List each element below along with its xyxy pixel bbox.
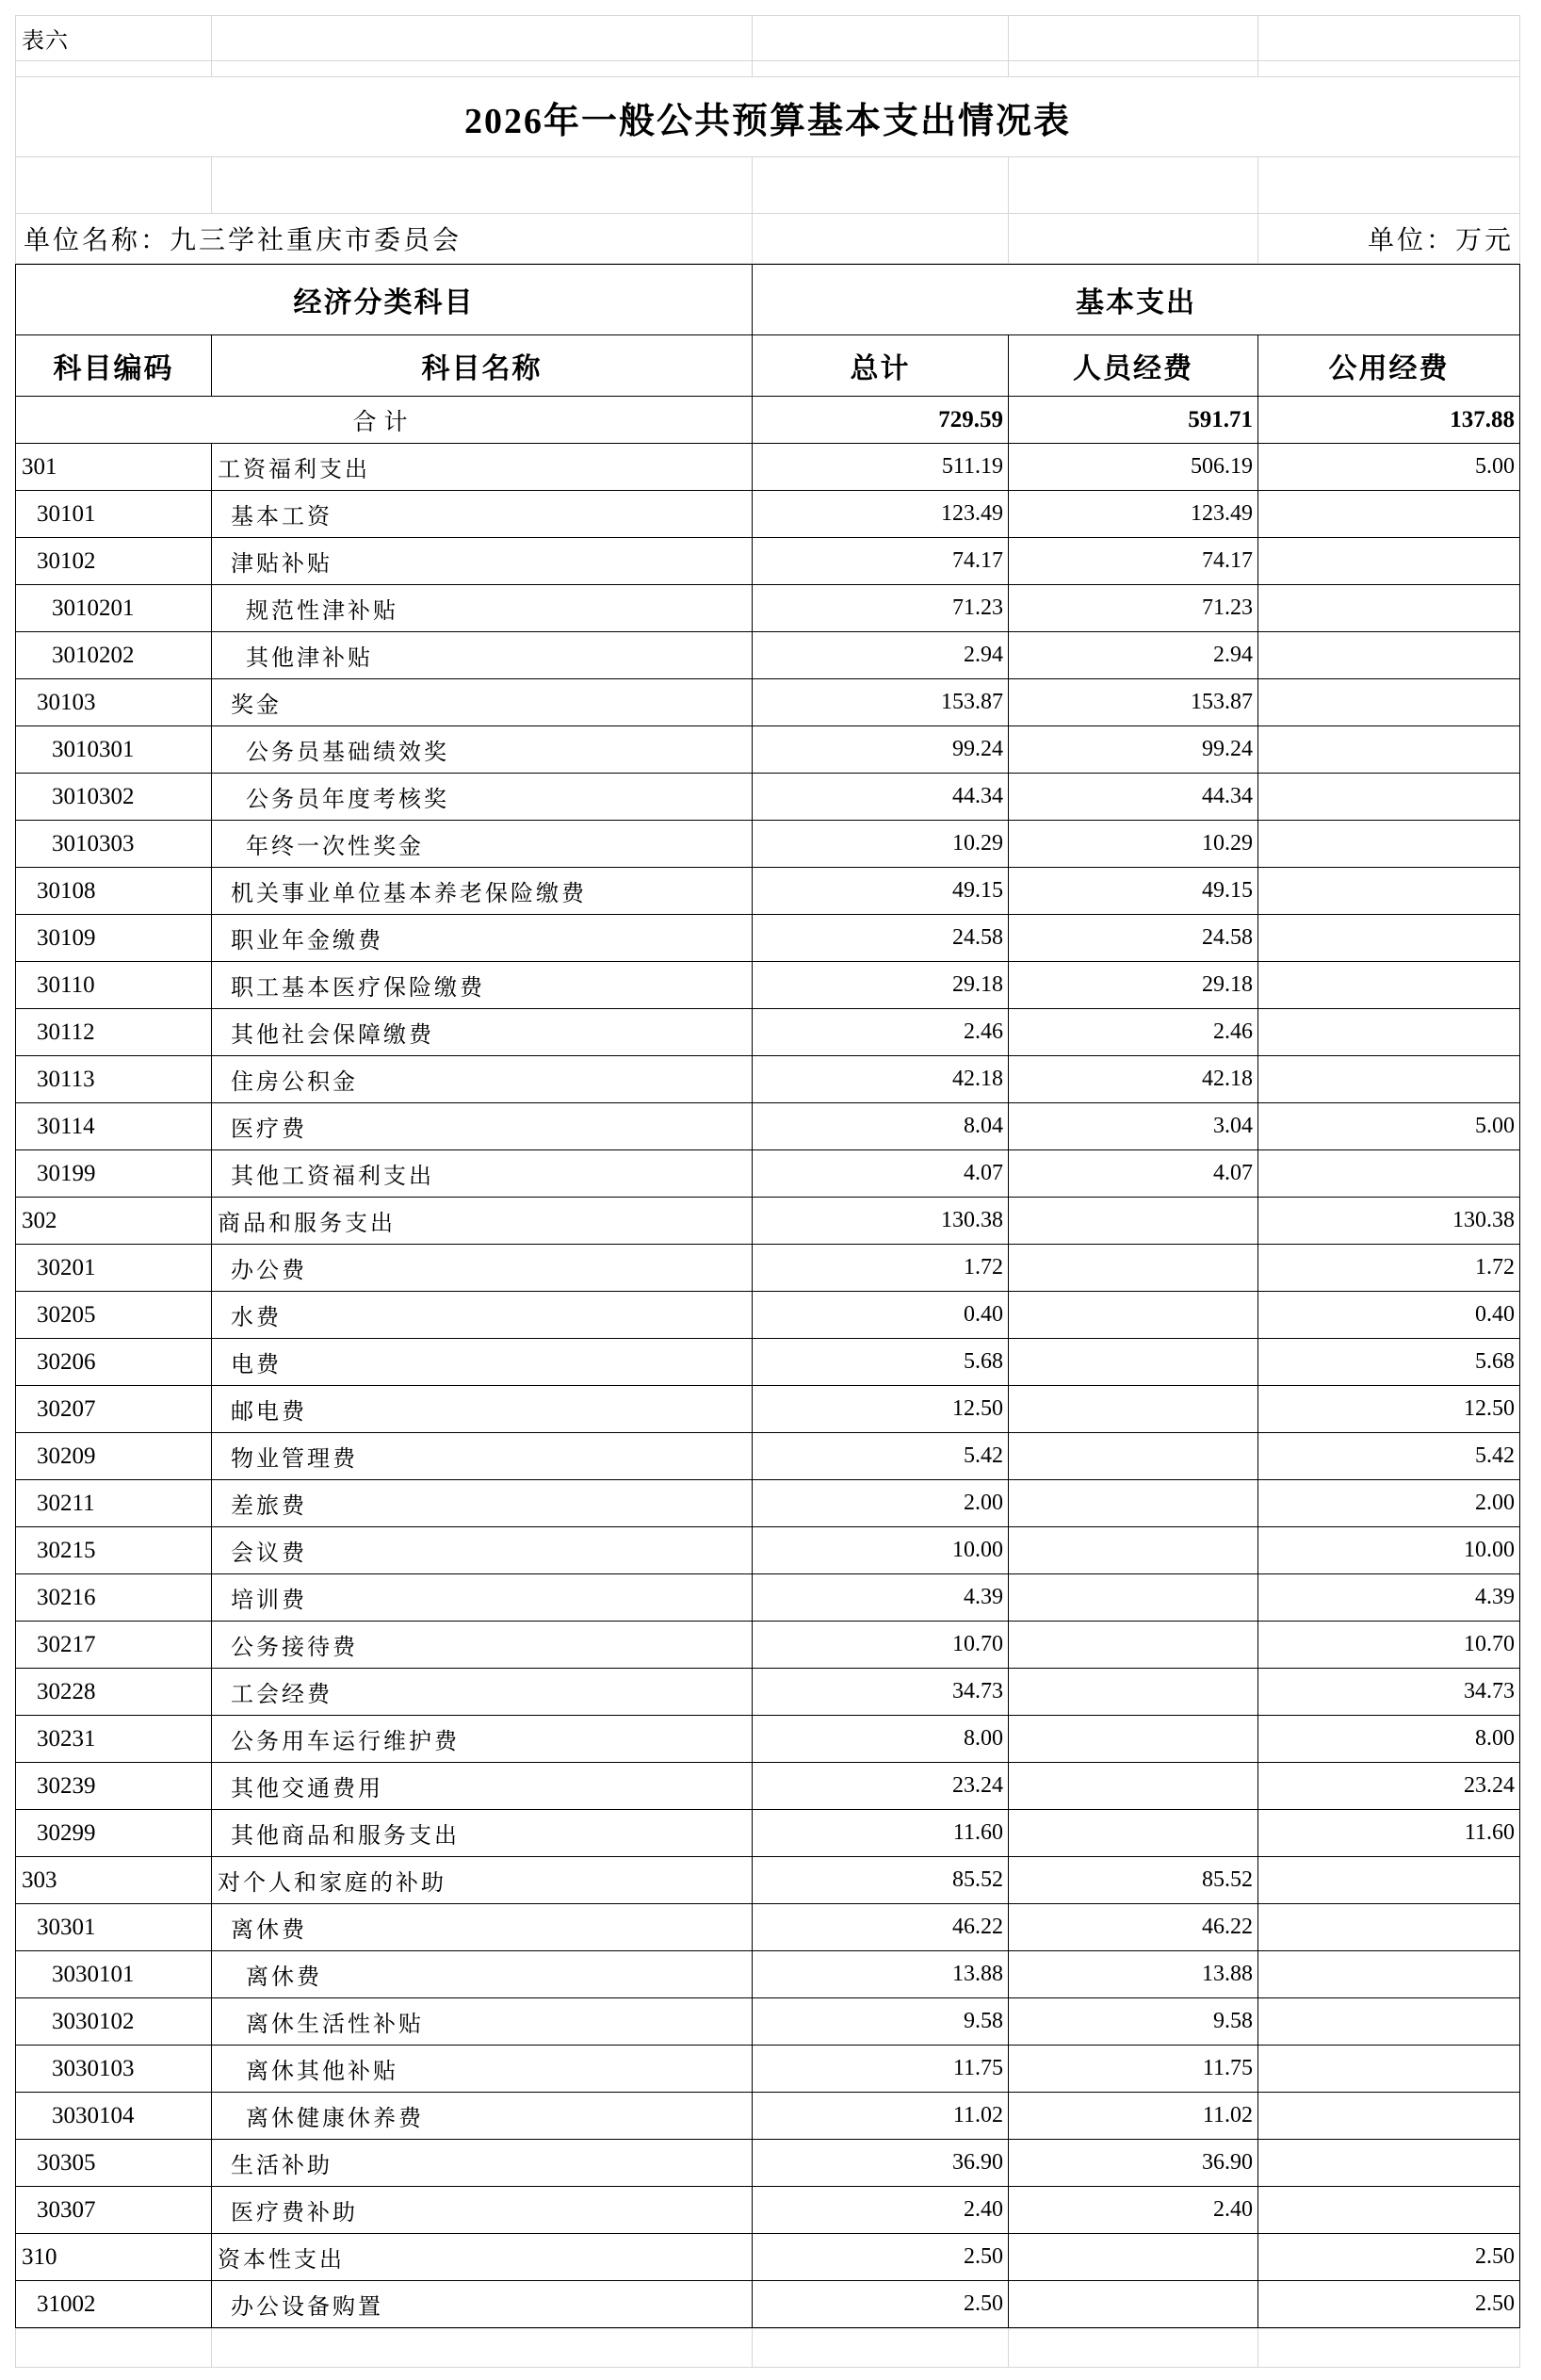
total-amount: 29.18: [753, 962, 1009, 1009]
subject-name: 年终一次性奖金: [212, 821, 753, 868]
table-row: [16, 1198, 1520, 1245]
total-amount: 8.00: [753, 1716, 1009, 1763]
personnel-expense: 4.07: [1009, 1150, 1258, 1198]
grid-cell: [753, 61, 1009, 77]
subject-code: 30110: [16, 962, 212, 1009]
subject-code: 3010301: [16, 726, 212, 774]
subject-code: 3030103: [16, 2046, 212, 2093]
subject-code: 30108: [16, 868, 212, 915]
subject-name: 办公设备购置: [212, 2281, 753, 2328]
subject-name: 物业管理费: [212, 1433, 753, 1480]
spacer-row: [16, 157, 1520, 214]
grid-cell: [16, 2329, 212, 2368]
personnel-expense: [1009, 2281, 1258, 2328]
public-expense: [1258, 2093, 1520, 2140]
total-amount: 44.34: [753, 774, 1009, 821]
public-expense: [1258, 774, 1520, 821]
subject-code: 3030104: [16, 2093, 212, 2140]
personnel-expense: 44.34: [1009, 774, 1258, 821]
personnel-expense: 49.15: [1009, 868, 1258, 915]
total-amount: 1.72: [753, 1245, 1009, 1292]
table-row: [16, 679, 1520, 726]
subject-code: 30239: [16, 1763, 212, 1810]
summary-public-expense: 137.88: [1258, 397, 1520, 444]
public-expense: [1258, 915, 1520, 962]
personnel-expense: [1009, 1716, 1258, 1763]
page-title: 2026年一般公共预算基本支出情况表: [16, 77, 1520, 157]
subject-name: 商品和服务支出: [212, 1198, 753, 1245]
total-amount: 9.58: [753, 1998, 1009, 2046]
public-expense: [1258, 821, 1520, 868]
table-row: [16, 915, 1520, 962]
subject-name: 公务员年度考核奖: [212, 774, 753, 821]
grid-cell: [1009, 2329, 1258, 2368]
table-row: [16, 1056, 1520, 1103]
public-expense: 8.00: [1258, 1716, 1520, 1763]
personnel-expense: 153.87: [1009, 679, 1258, 726]
total-amount: 511.19: [753, 444, 1009, 491]
subject-code: 30206: [16, 1339, 212, 1386]
personnel-expense: 74.17: [1009, 538, 1258, 585]
public-expense: [1258, 962, 1520, 1009]
table-row: [16, 1527, 1520, 1574]
grid-cell: [16, 61, 212, 77]
grid-cell: [1009, 16, 1258, 61]
subject-name: 其他商品和服务支出: [212, 1810, 753, 1857]
total-amount: 123.49: [753, 491, 1009, 538]
grid-cell: [753, 214, 1009, 264]
table-row: [16, 2046, 1520, 2093]
public-expense: 2.50: [1258, 2234, 1520, 2281]
total-amount: 130.38: [753, 1198, 1009, 1245]
subject-code: 30209: [16, 1433, 212, 1480]
subject-name: 离休费: [212, 1951, 753, 1998]
subject-name: 工会经费: [212, 1669, 753, 1716]
table-row: [16, 632, 1520, 679]
personnel-expense: 24.58: [1009, 915, 1258, 962]
grid-cell: [1258, 2329, 1520, 2368]
public-expense: [1258, 1998, 1520, 2046]
personnel-expense: [1009, 1292, 1258, 1339]
personnel-expense: 123.49: [1009, 491, 1258, 538]
subject-code: 30201: [16, 1245, 212, 1292]
grid-cell: [1009, 61, 1258, 77]
subject-name: 差旅费: [212, 1480, 753, 1527]
subject-code: 30103: [16, 679, 212, 726]
public-expense: [1258, 538, 1520, 585]
table-row: [16, 962, 1520, 1009]
subject-code: 3030101: [16, 1951, 212, 1998]
table-row: [16, 1951, 1520, 1998]
total-amount: 2.94: [753, 632, 1009, 679]
table-row: [16, 821, 1520, 868]
total-amount: 5.68: [753, 1339, 1009, 1386]
subject-code: 30114: [16, 1103, 212, 1150]
table-row: [16, 1150, 1520, 1198]
grid-cell: [212, 157, 753, 214]
public-expense: [1258, 868, 1520, 915]
subject-code: 303: [16, 1857, 212, 1904]
table-row: [16, 491, 1520, 538]
total-amount: 11.60: [753, 1810, 1009, 1857]
total-amount: 4.07: [753, 1150, 1009, 1198]
total-amount: 2.46: [753, 1009, 1009, 1056]
table-row: [16, 774, 1520, 821]
personnel-expense: 2.46: [1009, 1009, 1258, 1056]
subject-name: 机关事业单位基本养老保险缴费: [212, 868, 753, 915]
table-row: [16, 2187, 1520, 2234]
subject-code: 3010202: [16, 632, 212, 679]
grid-cell: [1258, 16, 1520, 61]
personnel-expense: 11.02: [1009, 2093, 1258, 2140]
total-amount: 8.04: [753, 1103, 1009, 1150]
public-expense: [1258, 585, 1520, 632]
total-amount: 74.17: [753, 538, 1009, 585]
total-amount: 11.75: [753, 2046, 1009, 2093]
subject-code: 30113: [16, 1056, 212, 1103]
table-row: [16, 1433, 1520, 1480]
subject-name: 其他交通费用: [212, 1763, 753, 1810]
subject-code: 310: [16, 2234, 212, 2281]
table-row: [16, 1245, 1520, 1292]
header-group-row: [16, 265, 1520, 335]
table-row: [16, 1292, 1520, 1339]
table-row: [16, 1669, 1520, 1716]
subject-name: 对个人和家庭的补助: [212, 1857, 753, 1904]
public-expense: [1258, 726, 1520, 774]
table-row: [16, 2281, 1520, 2328]
table-row: [16, 1810, 1520, 1857]
total-amount: 2.00: [753, 1480, 1009, 1527]
table-row: [16, 585, 1520, 632]
personnel-expense: 2.94: [1009, 632, 1258, 679]
personnel-expense: [1009, 1574, 1258, 1622]
personnel-expense: 13.88: [1009, 1951, 1258, 1998]
personnel-expense: 71.23: [1009, 585, 1258, 632]
personnel-expense: [1009, 1339, 1258, 1386]
table-row: [16, 1904, 1520, 1951]
subject-name: 公务员基础绩效奖: [212, 726, 753, 774]
subject-name: 离休生活性补贴: [212, 1998, 753, 2046]
subject-name: 奖金: [212, 679, 753, 726]
subject-code: 30112: [16, 1009, 212, 1056]
total-amount: 0.40: [753, 1292, 1009, 1339]
header-column-row: [16, 335, 1520, 397]
currency-unit: 单位：万元: [1258, 214, 1520, 264]
table-row: [16, 1857, 1520, 1904]
public-expense: 34.73: [1258, 1669, 1520, 1716]
public-expense: 10.00: [1258, 1527, 1520, 1574]
subject-name: 培训费: [212, 1574, 753, 1622]
summary-personnel-expense: 591.71: [1009, 397, 1258, 444]
grid-cell: [212, 16, 753, 61]
total-amount: 71.23: [753, 585, 1009, 632]
subject-code: 30228: [16, 1669, 212, 1716]
total-amount: 4.39: [753, 1574, 1009, 1622]
subject-name: 会议费: [212, 1527, 753, 1574]
spacer-row: [16, 61, 1520, 77]
total-amount: 11.02: [753, 2093, 1009, 2140]
table-row: [16, 1998, 1520, 2046]
budget-sheet: [15, 15, 1519, 2368]
unit-row: [16, 214, 1520, 264]
table-row: [16, 1480, 1520, 1527]
total-amount: 10.00: [753, 1527, 1009, 1574]
grid-cell: [212, 2329, 753, 2368]
table-row: [16, 1009, 1520, 1056]
subject-code: 301: [16, 444, 212, 491]
total-amount: 2.40: [753, 2187, 1009, 2234]
grid-cell: [212, 61, 753, 77]
personnel-expense: 3.04: [1009, 1103, 1258, 1150]
subject-name: 公务接待费: [212, 1622, 753, 1669]
table-row: [16, 1763, 1520, 1810]
personnel-expense: 9.58: [1009, 1998, 1258, 2046]
subject-code: 30205: [16, 1292, 212, 1339]
total-amount: 23.24: [753, 1763, 1009, 1810]
table-row: [16, 1716, 1520, 1763]
subject-code: 30216: [16, 1574, 212, 1622]
grid-cell: [753, 157, 1009, 214]
subject-name: 水费: [212, 1292, 753, 1339]
public-expense: [1258, 1951, 1520, 1998]
subject-name: 工资福利支出: [212, 444, 753, 491]
grid-cell: [16, 157, 212, 214]
header-basic-expenditure: 基本支出: [753, 265, 1520, 335]
subject-name: 其他津补贴: [212, 632, 753, 679]
spacer-row: [16, 2329, 1520, 2368]
summary-label: 合计: [16, 397, 753, 444]
public-expense: [1258, 2046, 1520, 2093]
unit-name: 单位名称：九三学社重庆市委员会: [16, 214, 753, 264]
grid-cell: [753, 16, 1009, 61]
subject-code: 3030102: [16, 1998, 212, 2046]
public-expense: [1258, 679, 1520, 726]
sheet-label: 表六: [16, 16, 212, 61]
subject-name: 规范性津补贴: [212, 585, 753, 632]
subject-code: 30299: [16, 1810, 212, 1857]
subject-name: 邮电费: [212, 1386, 753, 1433]
total-amount: 24.58: [753, 915, 1009, 962]
header-total: 总计: [753, 335, 1009, 397]
total-amount: 42.18: [753, 1056, 1009, 1103]
subject-name: 其他社会保障缴费: [212, 1009, 753, 1056]
personnel-expense: 42.18: [1009, 1056, 1258, 1103]
public-expense: 2.00: [1258, 1480, 1520, 1527]
public-expense: [1258, 491, 1520, 538]
public-expense: 5.68: [1258, 1339, 1520, 1386]
subject-name: 其他工资福利支出: [212, 1150, 753, 1198]
table-row: [16, 868, 1520, 915]
grid-cell: [1009, 157, 1258, 214]
public-expense: [1258, 1857, 1520, 1904]
subject-code: 3010303: [16, 821, 212, 868]
subject-name: 医疗费补助: [212, 2187, 753, 2234]
header-subject-code: 科目编码: [16, 335, 212, 397]
total-amount: 10.70: [753, 1622, 1009, 1669]
table-row: [16, 726, 1520, 774]
subject-code: 30199: [16, 1150, 212, 1198]
total-amount: 2.50: [753, 2281, 1009, 2328]
public-expense: [1258, 1904, 1520, 1951]
personnel-expense: [1009, 1433, 1258, 1480]
expenditure-table: [15, 264, 1520, 2328]
subject-code: 30102: [16, 538, 212, 585]
header-personnel-expense: 人员经费: [1009, 335, 1258, 397]
subject-name: 住房公积金: [212, 1056, 753, 1103]
public-expense: [1258, 1150, 1520, 1198]
trailing-grid: [15, 2328, 1520, 2368]
subject-name: 公务用车运行维护费: [212, 1716, 753, 1763]
subject-name: 离休其他补贴: [212, 2046, 753, 2093]
total-amount: 10.29: [753, 821, 1009, 868]
personnel-expense: [1009, 1527, 1258, 1574]
public-expense: [1258, 1056, 1520, 1103]
subject-code: 30231: [16, 1716, 212, 1763]
subject-name: 津贴补贴: [212, 538, 753, 585]
public-expense: 5.00: [1258, 1103, 1520, 1150]
public-expense: 0.40: [1258, 1292, 1520, 1339]
personnel-expense: [1009, 1763, 1258, 1810]
table-row: [16, 2140, 1520, 2187]
total-amount: 46.22: [753, 1904, 1009, 1951]
subject-code: 3010302: [16, 774, 212, 821]
personnel-expense: [1009, 1669, 1258, 1716]
total-amount: 85.52: [753, 1857, 1009, 1904]
total-amount: 34.73: [753, 1669, 1009, 1716]
table-row: [16, 538, 1520, 585]
personnel-expense: [1009, 1810, 1258, 1857]
header-public-expense: 公用经费: [1258, 335, 1520, 397]
subject-code: 30215: [16, 1527, 212, 1574]
subject-code: 30211: [16, 1480, 212, 1527]
public-expense: 2.50: [1258, 2281, 1520, 2328]
subject-code: 30217: [16, 1622, 212, 1669]
total-amount: 99.24: [753, 726, 1009, 774]
personnel-expense: [1009, 1480, 1258, 1527]
personnel-expense: [1009, 2234, 1258, 2281]
table-row: [16, 1574, 1520, 1622]
header-economic-classification: 经济分类科目: [16, 265, 753, 335]
subject-name: 生活补助: [212, 2140, 753, 2187]
subject-code: 302: [16, 1198, 212, 1245]
public-expense: [1258, 2140, 1520, 2187]
personnel-expense: 10.29: [1009, 821, 1258, 868]
sheet-heading-grid: [15, 15, 1520, 264]
public-expense: 130.38: [1258, 1198, 1520, 1245]
total-amount: 49.15: [753, 868, 1009, 915]
grid-cell: [1258, 61, 1520, 77]
subject-code: 30307: [16, 2187, 212, 2234]
subject-name: 职业年金缴费: [212, 915, 753, 962]
personnel-expense: 29.18: [1009, 962, 1258, 1009]
personnel-expense: 36.90: [1009, 2140, 1258, 2187]
public-expense: [1258, 2187, 1520, 2234]
personnel-expense: [1009, 1386, 1258, 1433]
table-row: [16, 1339, 1520, 1386]
total-amount: 5.42: [753, 1433, 1009, 1480]
total-amount: 12.50: [753, 1386, 1009, 1433]
public-expense: 11.60: [1258, 1810, 1520, 1857]
table-row: [16, 1622, 1520, 1669]
grid-cell: [753, 2329, 1009, 2368]
table-row: [16, 1386, 1520, 1433]
table-row: [16, 2093, 1520, 2140]
subject-code: 31002: [16, 2281, 212, 2328]
public-expense: 4.39: [1258, 1574, 1520, 1622]
subject-name: 资本性支出: [212, 2234, 753, 2281]
personnel-expense: 85.52: [1009, 1857, 1258, 1904]
total-amount: 153.87: [753, 679, 1009, 726]
total-amount: 2.50: [753, 2234, 1009, 2281]
public-expense: [1258, 632, 1520, 679]
header-subject-name: 科目名称: [212, 335, 753, 397]
public-expense: [1258, 1009, 1520, 1056]
sheet-label-row: [16, 16, 1520, 61]
public-expense: 12.50: [1258, 1386, 1520, 1433]
subject-name: 医疗费: [212, 1103, 753, 1150]
subject-code: 30101: [16, 491, 212, 538]
personnel-expense: 506.19: [1009, 444, 1258, 491]
personnel-expense: 46.22: [1009, 1904, 1258, 1951]
personnel-expense: 99.24: [1009, 726, 1258, 774]
table-row: [16, 1103, 1520, 1150]
subject-code: 30301: [16, 1904, 212, 1951]
subject-name: 离休费: [212, 1904, 753, 1951]
subject-code: 30109: [16, 915, 212, 962]
subject-name: 离休健康休养费: [212, 2093, 753, 2140]
personnel-expense: [1009, 1198, 1258, 1245]
personnel-expense: 2.40: [1009, 2187, 1258, 2234]
total-amount: 36.90: [753, 2140, 1009, 2187]
subject-code: 3010201: [16, 585, 212, 632]
summary-row: [16, 397, 1520, 444]
public-expense: 1.72: [1258, 1245, 1520, 1292]
subject-name: 电费: [212, 1339, 753, 1386]
table-row: [16, 2234, 1520, 2281]
subject-name: 职工基本医疗保险缴费: [212, 962, 753, 1009]
public-expense: 23.24: [1258, 1763, 1520, 1810]
personnel-expense: [1009, 1622, 1258, 1669]
subject-name: 办公费: [212, 1245, 753, 1292]
title-row: [16, 77, 1520, 157]
grid-cell: [1009, 214, 1258, 264]
grid-cell: [1258, 157, 1520, 214]
subject-code: 30305: [16, 2140, 212, 2187]
subject-name: 基本工资: [212, 491, 753, 538]
summary-total: 729.59: [753, 397, 1009, 444]
table-row: [16, 444, 1520, 491]
personnel-expense: 11.75: [1009, 2046, 1258, 2093]
personnel-expense: [1009, 1245, 1258, 1292]
public-expense: 5.00: [1258, 444, 1520, 491]
public-expense: 10.70: [1258, 1622, 1520, 1669]
public-expense: 5.42: [1258, 1433, 1520, 1480]
subject-code: 30207: [16, 1386, 212, 1433]
total-amount: 13.88: [753, 1951, 1009, 1998]
